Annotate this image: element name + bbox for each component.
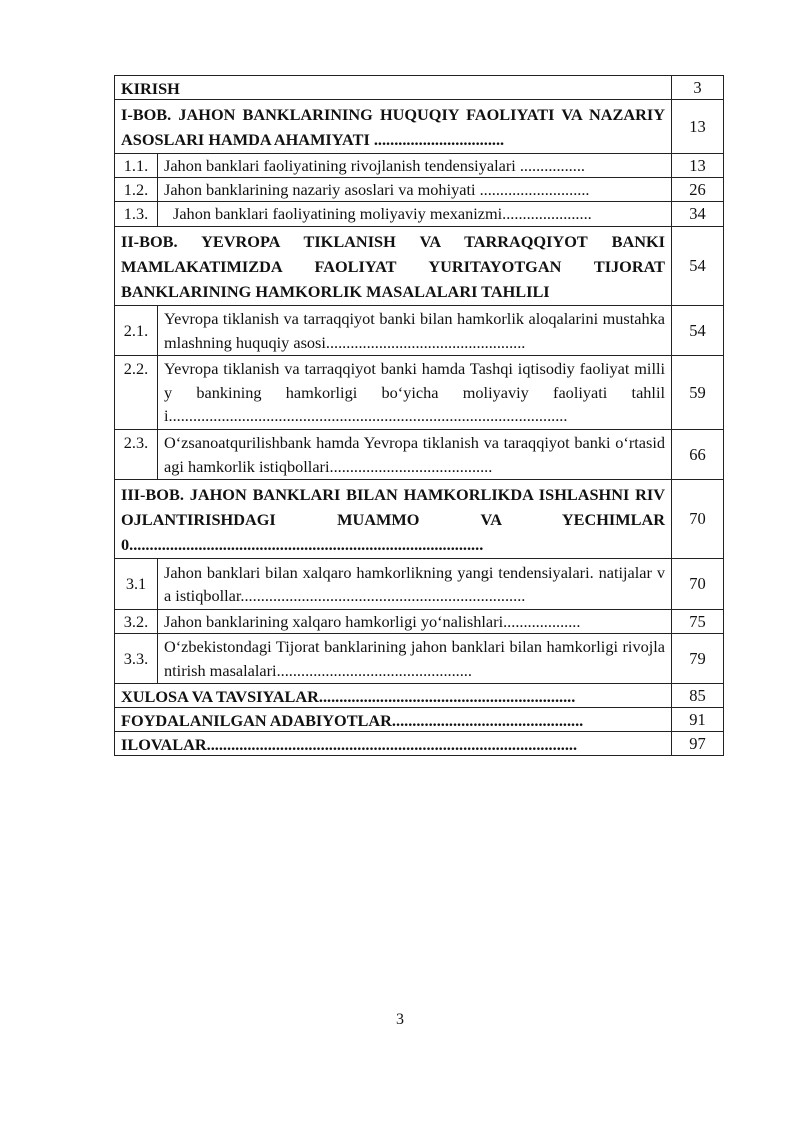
toc-number: 2.2. (115, 356, 158, 430)
toc-page: 66 (672, 430, 724, 480)
toc-page: 59 (672, 356, 724, 430)
toc-title: Jahon banklari bilan xalqaro hamkorlikning yangi tendensiyalari. natijalar va istiqbollar...................................................................... (158, 559, 672, 610)
toc-number: 1.3. (115, 202, 158, 227)
toc-page: 70 (672, 559, 724, 610)
toc-row (115, 610, 724, 634)
toc-row (115, 732, 724, 756)
toc-number: 3.3. (115, 634, 158, 684)
toc-row (115, 480, 724, 559)
toc-page: 13 (672, 100, 724, 154)
toc-number: 1.1. (115, 154, 158, 178)
toc-title: ILOVALAR........................................................................................... (115, 732, 672, 756)
toc-page: 75 (672, 610, 724, 634)
table-of-contents (114, 75, 724, 756)
toc-page: 54 (672, 227, 724, 306)
toc-row (115, 227, 724, 306)
toc-row (115, 708, 724, 732)
page-number: 3 (396, 1011, 404, 1028)
toc-title: Jahon banklarining nazariy asoslari va mohiyati ........................... (158, 178, 672, 202)
toc-row (115, 356, 724, 430)
toc-title: Jahon banklari faoliyatining rivojlanish tendensiyalari ................ (158, 154, 672, 178)
toc-number: 2.3. (115, 430, 158, 480)
toc-title: Jahon banklari faoliyatining moliyaviy mexanizmi...................... (158, 202, 672, 227)
toc-row (115, 306, 724, 356)
toc-title: Jahon banklarining xalqaro hamkorligi yo‘nalishlari................... (158, 610, 672, 634)
toc-title: Yevropa tiklanish va tarraqqiyot banki bilan hamkorlik aloqalarini mustahkamlashning huquqiy asosi................................................. (158, 306, 672, 356)
toc-number: 1.2. (115, 178, 158, 202)
toc-title: O‘zbekistondagi Tijorat banklarining jahon banklari bilan hamkorligi rivojlantirish masalalari................................................ (158, 634, 672, 684)
toc-page: 79 (672, 634, 724, 684)
toc-page: 26 (672, 178, 724, 202)
toc-row (115, 76, 724, 100)
toc-page: 91 (672, 708, 724, 732)
toc-page: 97 (672, 732, 724, 756)
toc-page: 54 (672, 306, 724, 356)
toc-row (115, 178, 724, 202)
toc-title: II-BOB. YEVROPA TIKLANISH VA TARRAQQIYOT BANKI MAMLAKATIMIZDA FAOLIYAT YURITAYOTGAN TIJORAT BANKLARINING HAMKORLIK MASALALARI TAHLILI (115, 227, 672, 306)
toc-number: 3.1 (115, 559, 158, 610)
toc-row (115, 202, 724, 227)
toc-page: 70 (672, 480, 724, 559)
toc-row (115, 154, 724, 178)
toc-number: 3.2. (115, 610, 158, 634)
toc-title: Yevropa tiklanish va tarraqqiyot banki hamda Tashqi iqtisodiy faoliyat milliy bankining hamkorligi bo‘yicha moliyaviy faoliyati tahlili.................................................................................................. (158, 356, 672, 430)
toc-title: KIRISH (115, 76, 672, 100)
toc-row (115, 559, 724, 610)
toc-title: III-BOB. JAHON BANKLARI BILAN HAMKORLIKDA ISHLASHNI RIVOJLANTIRISHDAGI MUAMMO VA YECHIMLAR0....................................................................................... (115, 480, 672, 559)
toc-row (115, 430, 724, 480)
toc-row (115, 684, 724, 708)
toc-page: 3 (672, 76, 724, 100)
toc-row (115, 634, 724, 684)
toc-title: XULOSA VA TAVSIYALAR............................................................... (115, 684, 672, 708)
toc-page: 85 (672, 684, 724, 708)
toc-title: O‘zsanoatqurilishbank hamda Yevropa tiklanish va taraqqiyot banki o‘rtasidagi hamkorlik istiqbollari........................................ (158, 430, 672, 480)
toc-title: I-BOB. JAHON BANKLARINING HUQUQIY FAOLIYATI VA NAZARIY ASOSLARI HAMDA AHAMIYATI ................................ (115, 100, 672, 154)
toc-page: 34 (672, 202, 724, 227)
toc-page: 13 (672, 154, 724, 178)
toc-number: 2.1. (115, 306, 158, 356)
toc-title: FOYDALANILGAN ADABIYOTLAR............................................... (115, 708, 672, 732)
toc-row (115, 100, 724, 154)
